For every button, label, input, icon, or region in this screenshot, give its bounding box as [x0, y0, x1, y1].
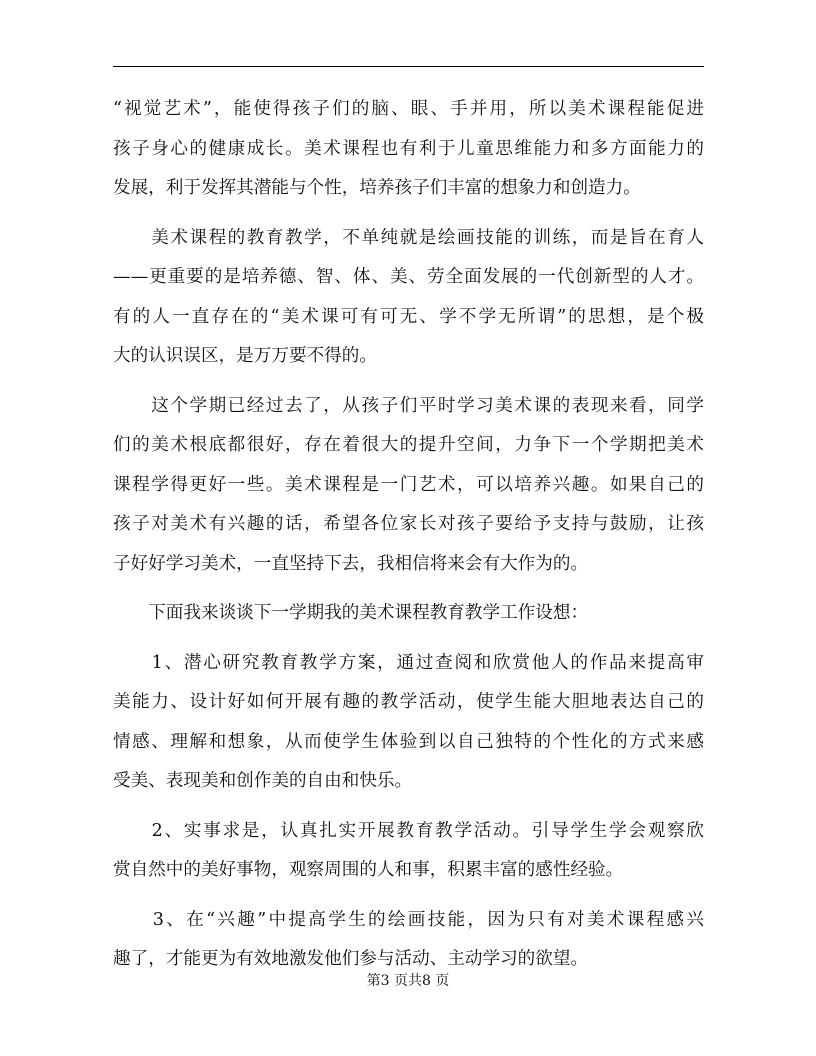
text-line: 大的认识误区，是万万要不得的。	[113, 346, 377, 366]
paragraph	[113, 594, 704, 634]
document-body	[113, 90, 704, 990]
paragraph	[113, 387, 704, 585]
text-line: 这个学期已经过去了，从孩子们平时学习美术课的表现来看，同学	[113, 395, 704, 416]
paragraph	[113, 812, 704, 891]
text-line: 3、在“兴趣”中提高学生的绘画技能，因为只有对美术课程感兴	[113, 909, 704, 930]
header-rule	[113, 66, 704, 67]
page-number-footer: 第3 页共8 页	[366, 973, 450, 989]
text-line: 美术课程的教育教学，不单纯就是绘画技能的训练，而是旨在育人	[113, 227, 704, 248]
text-line: ——更重要的是培养德、智、体、美、劳全面发展的一代创新型的人才。	[113, 267, 704, 287]
text-line: 情感、理解和想象，从而使学生体验到以自己独特的个性化的方式来感	[113, 731, 704, 752]
text-line: 孩子对美术有兴趣的话，希望各位家长对孩子要给予支持与鼓励，让孩	[113, 514, 704, 534]
paragraph	[113, 219, 704, 377]
text-line: 发展，利于发挥其潜能与个性，培养孩子们丰富的想象力和创造力。	[113, 178, 641, 198]
text-line: 美能力、设计好如何开展有趣的教学活动，使学生能大胆地表达自己的	[113, 692, 704, 712]
text-line: 课程学得更好一些。美术课程是一门艺术，可以培养兴趣。如果自己的	[113, 474, 704, 495]
text-line: 下面我来谈谈下一学期我的美术课程教育教学工作设想：	[113, 603, 589, 623]
paragraph	[113, 644, 704, 802]
text-line: 们的美术根底都很好，存在着很大的提升空间，力争下一个学期把美术	[113, 435, 704, 455]
text-line: 趣了，才能更为有效地激发他们参与活动、主动学习的欲望。	[113, 949, 589, 969]
text-line: 赏自然中的美好事物，观察周围的人和事，积累丰富的感性经验。	[113, 860, 624, 880]
text-line: 孩子身心的健康成长。美术课程也有利于儿童思维能力和多方面能力的	[113, 138, 704, 159]
text-line: 1、潜心研究教育教学方案，通过查阅和欣赏他人的作品来提高审	[113, 652, 704, 673]
text-line: “视觉艺术”，能使得孩子们的脑、眼、手并用，所以美术课程能促进	[113, 99, 704, 119]
text-line: 有的人一直存在的“美术课可有可无、学不学无所谓”的思想，是个极	[113, 306, 704, 327]
text-line: 2、实事求是，认真扎实开展教育教学活动。引导学生学会观察欣	[113, 820, 704, 841]
text-line: 受美、表现美和创作美的自由和快乐。	[113, 771, 413, 791]
text-line: 子好好学习美术，一直坚持下去，我相信将来会有大作为的。	[113, 553, 589, 574]
paragraph	[113, 90, 704, 209]
paragraph	[113, 901, 704, 980]
